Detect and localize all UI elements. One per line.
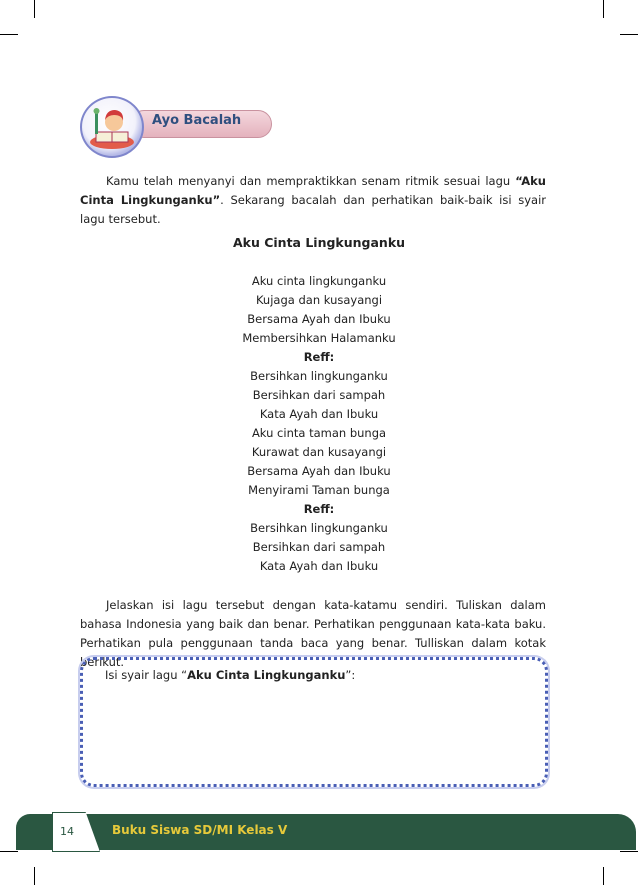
song-title: Aku Cinta Lingkunganku <box>232 235 406 250</box>
lyric-reff: Reff: <box>303 350 335 364</box>
lyric-line: Bersihkan dari sampah <box>252 540 386 554</box>
lyric-line: Membersihkan Halamanku <box>242 331 396 345</box>
crop-mark <box>0 34 18 35</box>
lyric-reff: Reff: <box>303 502 335 516</box>
answer-label-title: Aku Cinta Lingkunganku <box>187 668 346 682</box>
crop-mark <box>603 867 604 885</box>
intro-song-quote: “Aku Cinta Lingkunganku” <box>80 174 546 207</box>
badge-label: Ayo Bacalah <box>152 113 242 128</box>
lyric-line: Menyirami Taman bunga <box>248 483 390 497</box>
lyric-line: Bersama Ayah dan Ibuku <box>247 312 391 326</box>
song-lyrics <box>0 272 638 576</box>
book-title: Buku Siswa SD/MI Kelas V <box>112 823 288 837</box>
lyric-line: Bersihkan dari sampah <box>252 388 386 402</box>
lyric-line: Aku cinta lingkunganku <box>251 274 387 288</box>
lyric-line: Bersihkan lingkunganku <box>250 369 388 383</box>
page-number: 14 <box>60 825 74 838</box>
lyric-line: Kata Ayah dan Ibuku <box>259 559 379 573</box>
footer-bar <box>16 814 636 850</box>
section-badge <box>80 96 250 156</box>
crop-mark <box>34 0 35 18</box>
crop-mark <box>34 867 35 885</box>
reading-child-icon <box>80 96 144 158</box>
crop-mark <box>620 851 638 852</box>
intro-text-b: . Sekarang bacalah dan perhatikan baik-baik isi syair lagu tersebut. <box>80 193 546 226</box>
lyric-line: Kata Ayah dan Ibuku <box>259 407 379 421</box>
answer-label-prefix: Isi syair lagu “ <box>105 668 188 682</box>
intro-text-a: Kamu telah menyanyi dan mempraktikkan senam ritmik sesuai lagu <box>106 174 516 188</box>
crop-mark <box>603 0 604 18</box>
lyric-line: Kujaga dan kusayangi <box>255 293 383 307</box>
intro-paragraph <box>80 172 546 229</box>
lyric-line: Bersihkan lingkunganku <box>250 521 388 535</box>
lyric-line: Kurawat dan kusayangi <box>251 445 387 459</box>
answer-label-suffix: ”: <box>345 668 356 682</box>
lyric-line: Aku cinta taman bunga <box>251 426 387 440</box>
crop-mark <box>620 34 638 35</box>
lyric-line: Bersama Ayah dan Ibuku <box>247 464 391 478</box>
crop-mark <box>0 851 18 852</box>
instruction-text: Jelaskan isi lagu tersebut dengan kata-katamu sendiri. Tuliskan dalam bahasa Indonesia yang baik dan benar. Perhatikan penggunaan kata-kata baku. Perhatikan pula penggunaan tanda baca yang benar. Tulliskan dalam kotak berikut. <box>80 598 546 669</box>
answer-box-label <box>105 668 355 682</box>
